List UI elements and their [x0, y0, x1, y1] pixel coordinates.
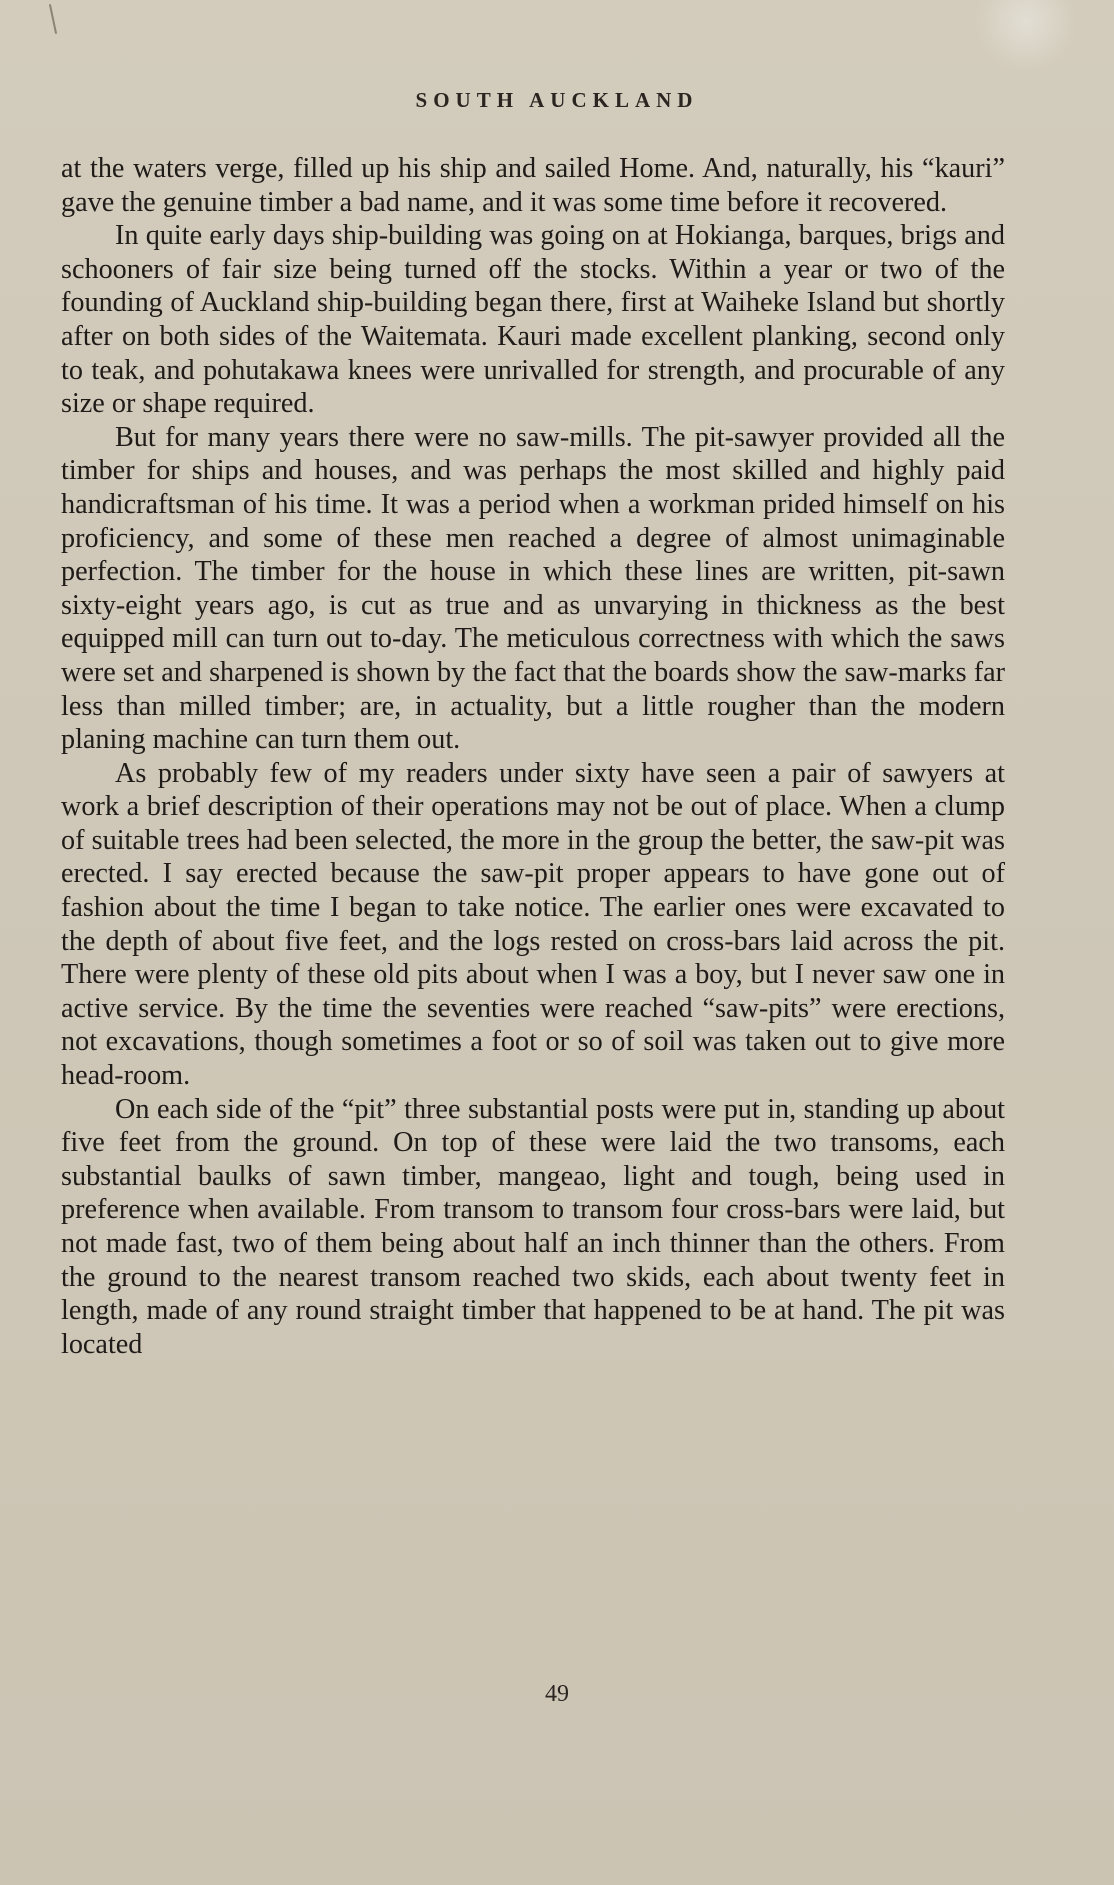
paragraph-pit-sawyer: But for many years there were no saw-mills. The pit-sawyer provided all the timber for ships and houses, and was perhaps the most skilled and highly paid handicraftsman of his time. It was a period when a workman prided himself on his proficiency, and some of these men reached a degree of almost unimaginable perfection. The timber for the house in which these lines are written, pit-sawn sixty-eight years ago, is cut as true and as unvarying in thickness as the best equipped mill can turn out to-day. The meticulous correctness with which the saws were set and sharpened is shown by the fact that the boards show the saw-marks far less than milled timber; are, in actuality, but a little rougher than the modern planing machine can turn them out.	[61, 421, 1005, 756]
paragraph-pit-construction: On each side of the “pit” three substantial posts were put in, standing up about five feet from the ground. On top of these were laid the two transoms, each substantial baulks of sawn timber, mangeao, light and tough, being used in preference when available. From transom to transom four cross-bars were laid, but not made fast, two of them being about half an inch thinner than the others. From the ground to the nearest transom reached two skids, each about twenty feet in length, made of any round straight timber that happened to be at hand. The pit was located	[61, 1093, 1005, 1360]
page-number: 49	[545, 1681, 569, 1707]
page-edge-mark	[49, 4, 57, 34]
body-text	[61, 152, 1005, 1361]
paper-speckle	[954, 0, 1074, 70]
paragraph-sawyers-description: As probably few of my readers under sixty have seen a pair of sawyers at work a brief description of their operations may not be out of place. When a clump of suitable trees had been selected, the more in the group the better, the saw-pit was erected. I say erected because the saw-pit proper appears to have gone out of fashion about the time I began to take notice. The earlier ones were excavated to the depth of about five feet, and the logs rested on cross-bars laid across the pit. There were plenty of these old pits about when I was a boy, but I never saw one in active service. By the time the seventies were reached “saw-pits” were erections, not excavations, though sometimes a foot or so of soil was taken out to give more head-room.	[61, 757, 1005, 1092]
paragraph-shipbuilding: In quite early days ship-building was going on at Hokianga, barques, brigs and schooners of fair size being turned off the stocks. Within a year or two of the founding of Auckland ship-building began there, first at Waiheke Island but shortly after on both sides of the Waitemata. Kauri made excellent planking, second only to teak, and pohutakawa knees were unrivalled for strength, and procurable of any size or shape required.	[61, 220, 1005, 420]
paragraph-continuation: at the waters verge, filled up his ship and sailed Home. And, naturally, his “kauri” gave the genuine timber a bad name, and it was some time before it recovered.	[61, 153, 1005, 218]
running-head: SOUTH AUCKLAND	[415, 88, 699, 112]
